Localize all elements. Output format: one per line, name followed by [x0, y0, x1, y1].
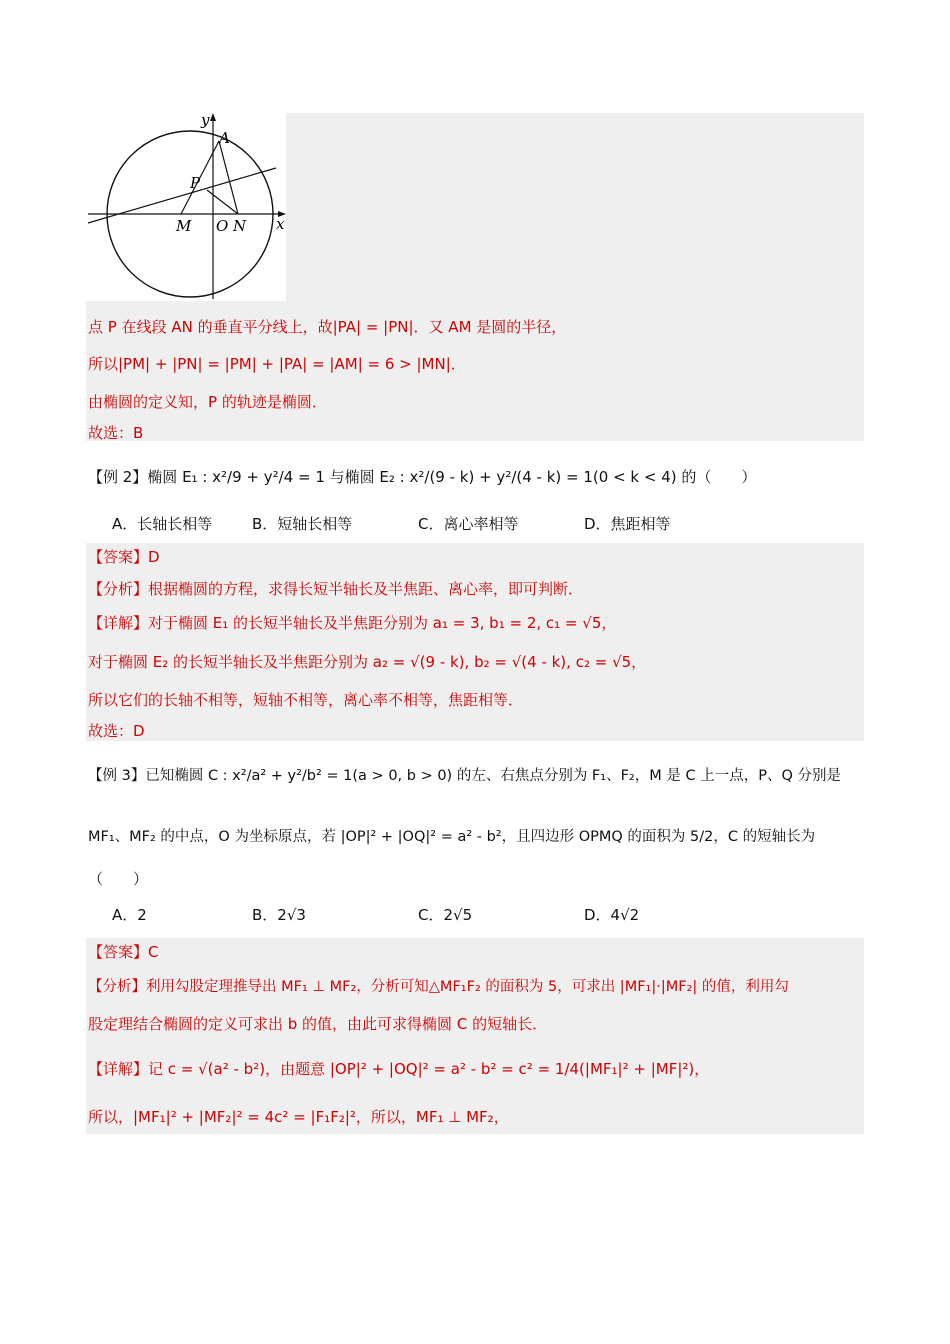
- ex3-analysis-line-1: 【分析】利用勾股定理推导出 MF₁ ⊥ MF₂，分析可知△MF₁F₂ 的面积为 5，可求出 |MF₁|·|MF₂| 的值，利用勾: [88, 979, 789, 995]
- ex1-solution-line-1: 点 P 在线段 AN 的垂直平分线上，故|PA| = |PN|．又 AM 是圆的半径，: [88, 318, 567, 336]
- solution-block-3: [86, 938, 864, 1134]
- segment-an: [219, 141, 238, 214]
- ex2-detail-1: 【详解】对于椭圆 E₁ 的长短半轴长及半焦距分别为 a₁ = 3, b₁ = 2, c₁ = √5，: [88, 614, 617, 632]
- solution-block-2: [86, 543, 864, 741]
- ex3-option-b: B．2√3: [252, 906, 306, 924]
- ex3-detail-1: 【详解】记 c = √(a² - b²)，由题意 |OP|² + |OQ|² = a² - b² = c² = 1/4(|MF₁|² + |MF|²)，: [88, 1060, 710, 1078]
- ex1-answer: 故选：B: [88, 424, 144, 442]
- ex3-question-line-3: （ ）: [88, 870, 149, 888]
- label-y: y: [201, 113, 210, 129]
- ex2-option-a: A．长轴长相等: [112, 515, 213, 533]
- ellipse-locus-diagram: [86, 113, 286, 301]
- ex3-option-d: D．4√2: [584, 906, 640, 924]
- ex3-answer: 【答案】C: [88, 943, 159, 961]
- label-o: O: [216, 217, 229, 235]
- ex2-answer: 【答案】D: [88, 548, 160, 566]
- ex2-option-b: B．短轴长相等: [252, 515, 353, 533]
- ex3-analysis-line-2: 股定理结合椭圆的定义可求出 b 的值，由此可求得椭圆 C 的短轴长．: [88, 1015, 548, 1033]
- ex3-option-a: A．2: [112, 906, 147, 924]
- ex2-detail-2: 对于椭圆 E₂ 的长短半轴长及半焦距分别为 a₂ = √(9 - k), b₂ = √(4 - k), c₂ = √5，: [88, 653, 647, 671]
- ex2-detail-3: 所以它们的长轴不相等，短轴不相等，离心率不相等，焦距相等．: [88, 691, 524, 709]
- ex3-question-line-2: MF₁、MF₂ 的中点，O 为坐标原点，若 |OP|² + |OQ|² = a² - b²，且四边形 OPMQ 的面积为 5/2，C 的短轴长为: [88, 829, 816, 845]
- label-p: P: [190, 174, 201, 192]
- segment-pn: [207, 190, 238, 214]
- circle-figure: [86, 113, 286, 301]
- ex3-question-line-1: 【例 3】已知椭圆 C : x²/a² + y²/b² = 1(a > 0, b > 0) 的左、右焦点分别为 F₁、F₂，M 是 C 上一点，P、Q 分别是: [88, 768, 841, 784]
- label-n: N: [233, 217, 247, 235]
- label-m: M: [176, 217, 192, 235]
- label-a: A: [219, 129, 230, 147]
- ex2-question: 【例 2】椭圆 E₁ : x²/9 + y²/4 = 1 与椭圆 E₂ : x²/(9 - k) + y²/(4 - k) = 1(0 < k < 4) 的（ ）: [88, 468, 757, 486]
- ex3-option-c: C．2√5: [418, 906, 473, 924]
- ex3-detail-2: 所以，|MF₁|² + |MF₂|² = 4c² = |F₁F₂|²，所以，MF₁ ⊥ MF₂，: [88, 1108, 509, 1126]
- ex2-option-c: C．离心率相等: [418, 515, 519, 533]
- y-axis-arrow: [210, 113, 216, 121]
- ex2-analysis: 【分析】根据椭圆的方程，求得长短半轴长及半焦距、离心率，即可判断．: [88, 580, 584, 598]
- ex1-solution-line-3: 由椭圆的定义知，P 的轨迹是椭圆．: [88, 393, 327, 411]
- ex2-choose: 故选：D: [88, 722, 145, 740]
- ex1-solution-line-2: 所以|PM| + |PN| = |PM| + |PA| = |AM| = 6 > |MN|．: [88, 355, 466, 373]
- ex2-option-d: D．焦距相等: [584, 515, 671, 533]
- label-x: x: [276, 215, 285, 233]
